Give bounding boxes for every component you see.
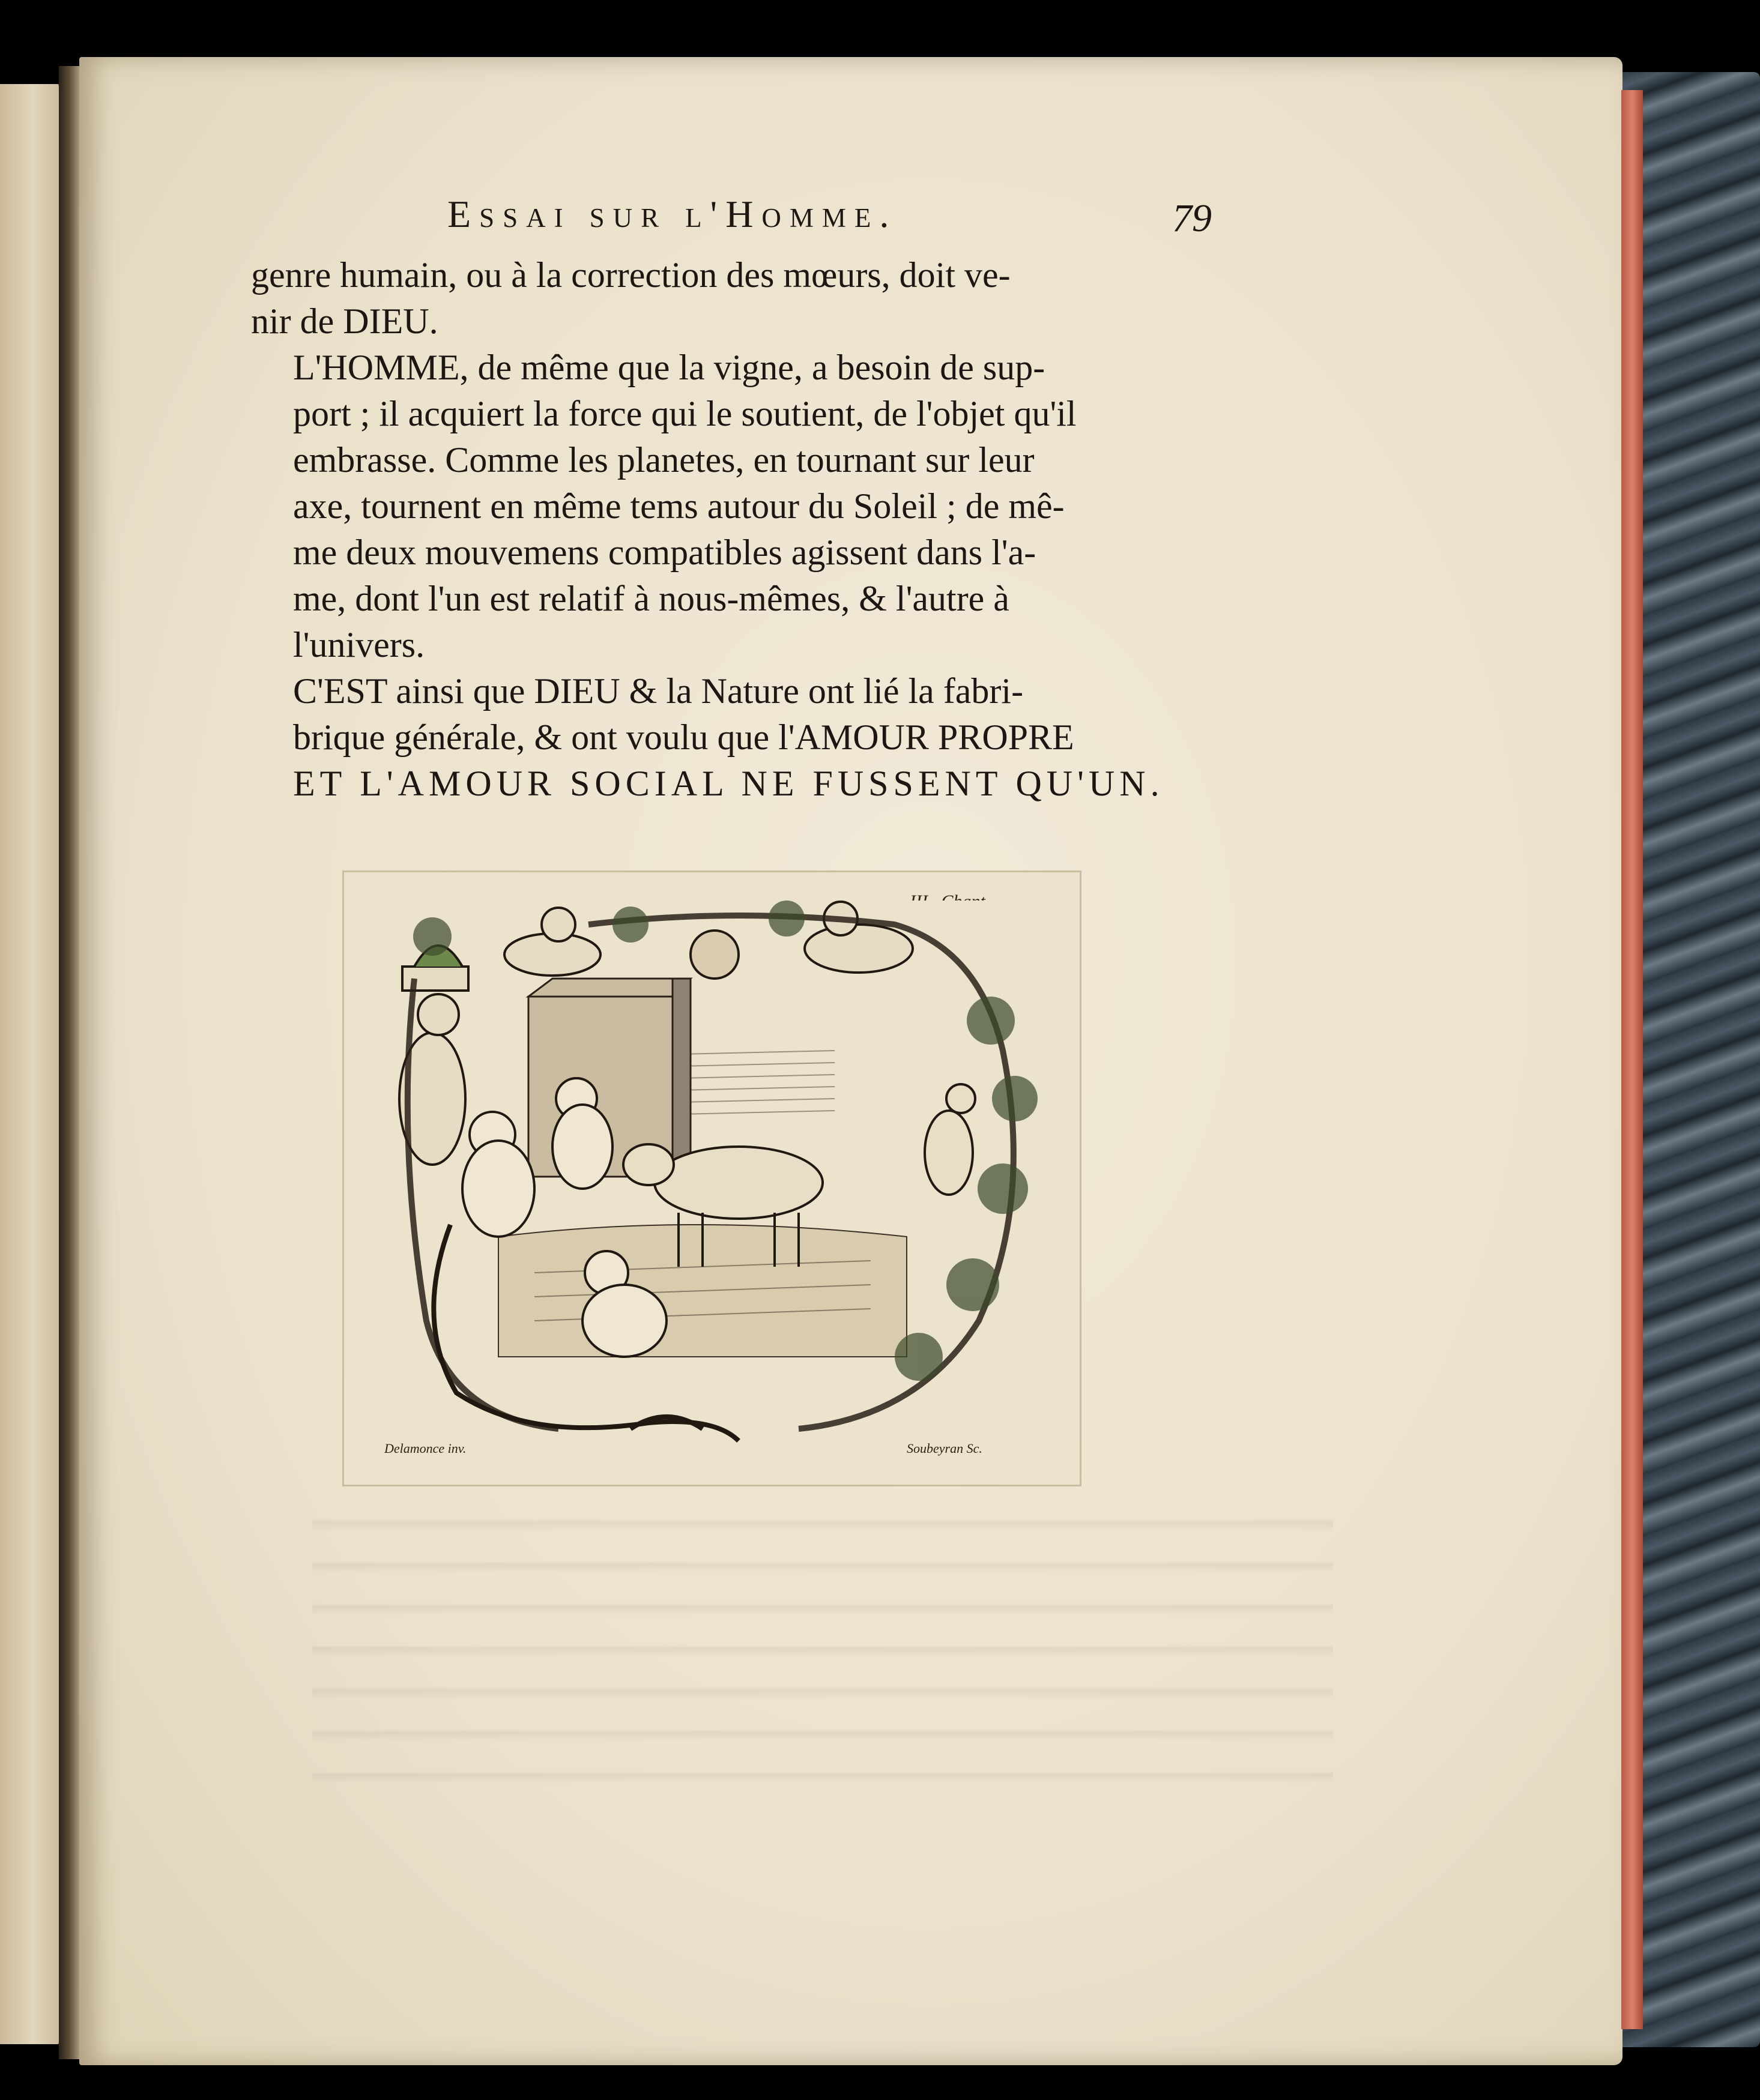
credit-left: Delamonce inv. — [384, 1441, 467, 1456]
text-line: embrasse. Comme les planetes, en tournant sur leur — [293, 440, 1035, 480]
text-line: L'HOMME, de même que la vigne, a besoin de sup- — [293, 348, 1045, 387]
paragraph-1 — [251, 252, 1224, 345]
page-number: 79 — [1172, 196, 1212, 240]
page-edge-red — [1621, 90, 1643, 2029]
text-line: l'univers. — [293, 625, 425, 665]
text-line: brique générale, & ont voulu que l'AMOUR PROPRE — [293, 717, 1074, 757]
previous-page-edge — [0, 84, 61, 2044]
running-head: Essai sur l'Homme. — [447, 193, 898, 235]
paragraph-3 — [251, 668, 1224, 807]
text-line: ET L'AMOUR SOCIAL NE FUSSENT QU'UN. — [293, 764, 1164, 803]
engraving-illustration — [378, 901, 1057, 1453]
text-line: me, dont l'un est relatif à nous-mêmes, & l'autre à — [293, 579, 1009, 618]
paragraph-2 — [251, 345, 1224, 668]
text-line: genre humain, ou à la correction des mœurs, doit ve- — [251, 255, 1011, 295]
credit-right: Soubeyran Sc. — [907, 1441, 982, 1456]
mask-ornament — [691, 931, 739, 979]
text-line: axe, tournent en même tems autour du Soleil ; de mê- — [293, 486, 1065, 526]
show-through-text — [312, 1489, 1333, 1801]
text-line: port ; il acquiert la force qui le soutient, de l'objet qu'il — [293, 394, 1077, 433]
body-text — [251, 252, 1224, 807]
text-line: me deux mouvemens compatibles agissent dans l'a- — [293, 533, 1036, 572]
text-line: nir de DIEU. — [251, 301, 438, 341]
book-gutter — [59, 66, 79, 2059]
text-line: C'EST ainsi que DIEU & la Nature ont lié la fabri- — [293, 671, 1024, 711]
